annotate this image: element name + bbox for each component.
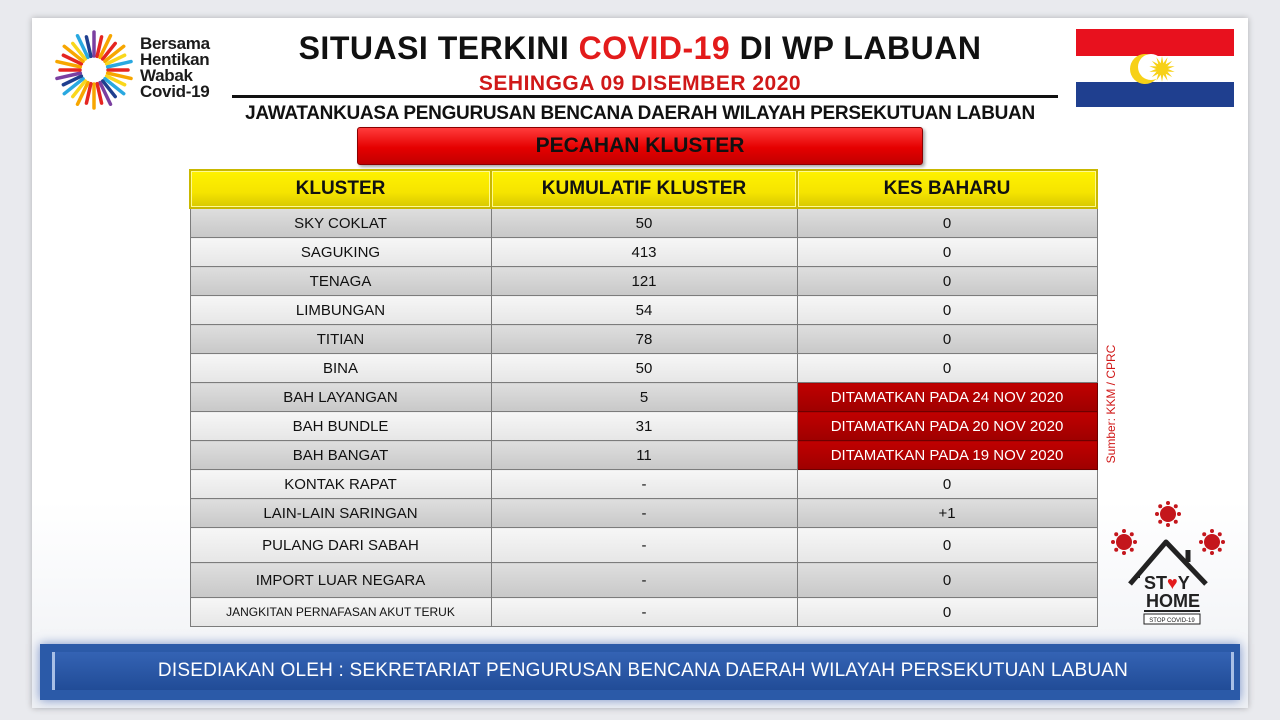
cell-kes-baharu: 0 bbox=[797, 238, 1097, 267]
cell-kumulatif: - bbox=[491, 563, 797, 598]
footer-bar bbox=[40, 644, 1240, 700]
source-note-text: Sumber: KKM / CPRC bbox=[1104, 344, 1118, 464]
stay-text-2: Y bbox=[1177, 573, 1190, 593]
cell-kumulatif: - bbox=[491, 598, 797, 627]
cell-kes-baharu-ended: DITAMATKAN PADA 20 NOV 2020 bbox=[797, 412, 1097, 441]
table-row bbox=[190, 470, 1097, 499]
cluster-table bbox=[189, 169, 1098, 627]
bersama-hentikan-covid-logo bbox=[52, 28, 232, 112]
table-row bbox=[190, 563, 1097, 598]
logo-line-1: Bersama bbox=[140, 34, 210, 53]
cell-kumulatif: 31 bbox=[491, 412, 797, 441]
cell-kes-baharu: 0 bbox=[797, 598, 1097, 627]
cell-kumulatif: 121 bbox=[491, 267, 797, 296]
sunburst-icon bbox=[52, 28, 136, 112]
cell-kumulatif: - bbox=[491, 528, 797, 563]
column-header-kes-baharu: KES BAHARU bbox=[797, 170, 1097, 208]
cell-kluster: BAH BUNDLE bbox=[190, 412, 491, 441]
column-header-kumulatif: KUMULATIF KLUSTER bbox=[491, 170, 797, 208]
cell-kluster: TENAGA bbox=[190, 267, 491, 296]
committee-name: JAWATANKUASA PENGURUSAN BENCANA DAERAH WILAYAH PERSEKUTUAN LABUAN bbox=[245, 103, 1035, 124]
title-highlight: COVID-19 bbox=[578, 30, 731, 66]
title-part-1: SITUASI TERKINI bbox=[298, 30, 579, 66]
table-row bbox=[190, 325, 1097, 354]
cell-kumulatif: 50 bbox=[491, 208, 797, 238]
cell-kluster: SAGUKING bbox=[190, 238, 491, 267]
table-row bbox=[190, 412, 1097, 441]
cell-kes-baharu: 0 bbox=[797, 208, 1097, 238]
cell-kluster: IMPORT LUAR NEGARA bbox=[190, 563, 491, 598]
cell-kes-baharu: 0 bbox=[797, 296, 1097, 325]
cell-kes-baharu-ended: DITAMATKAN PADA 19 NOV 2020 bbox=[797, 441, 1097, 470]
page-subtitle: SEHINGGA 09 DISEMBER 2020 bbox=[478, 72, 802, 95]
cell-kes-baharu-ended: DITAMATKAN PADA 24 NOV 2020 bbox=[797, 383, 1097, 412]
cell-kumulatif: - bbox=[491, 499, 797, 528]
table-row bbox=[190, 528, 1097, 563]
table-row bbox=[190, 354, 1097, 383]
stop-covid-caption: STOP COVID-19 bbox=[1149, 618, 1195, 624]
column-header-kluster: KLUSTER bbox=[190, 170, 491, 208]
cell-kumulatif: 50 bbox=[491, 354, 797, 383]
cell-kumulatif: 11 bbox=[491, 441, 797, 470]
table-row bbox=[190, 267, 1097, 296]
cell-kes-baharu: +1 bbox=[797, 499, 1097, 528]
cell-kluster: LAIN-LAIN SARINGAN bbox=[190, 499, 491, 528]
cell-kumulatif: 78 bbox=[491, 325, 797, 354]
footer-text: DISEDIAKAN OLEH : SEKRETARIAT PENGURUSAN BENCANA DAERAH WILAYAH PERSEKUTUAN LABUAN bbox=[52, 652, 1234, 690]
cell-kumulatif: 413 bbox=[491, 238, 797, 267]
svg-text:ST♥Y: ST♥Y bbox=[1144, 573, 1190, 593]
cell-kluster: TITIAN bbox=[190, 325, 491, 354]
table-row bbox=[190, 499, 1097, 528]
cell-kumulatif: 54 bbox=[491, 296, 797, 325]
table-row bbox=[190, 441, 1097, 470]
table-header-row bbox=[190, 170, 1097, 208]
labuan-flag-icon bbox=[1076, 29, 1234, 107]
cell-kluster: BINA bbox=[190, 354, 491, 383]
logo-text bbox=[140, 36, 210, 100]
source-note bbox=[1102, 346, 1120, 466]
page-title bbox=[240, 30, 1040, 67]
logo-line-2: Hentikan bbox=[140, 50, 210, 69]
logo-line-4: Covid-19 bbox=[140, 82, 210, 101]
cell-kumulatif: 5 bbox=[491, 383, 797, 412]
table-row bbox=[190, 598, 1097, 627]
logo-line-3: Wabak bbox=[140, 66, 193, 85]
cell-kluster: JANGKITAN PERNAFASAN AKUT TERUK bbox=[190, 598, 491, 627]
cell-kumulatif: - bbox=[491, 470, 797, 499]
cell-kes-baharu: 0 bbox=[797, 325, 1097, 354]
cell-kluster: SKY COKLAT bbox=[190, 208, 491, 238]
section-banner: PECAHAN KLUSTER bbox=[357, 127, 923, 165]
cell-kes-baharu: 0 bbox=[797, 563, 1097, 598]
cell-kes-baharu: 0 bbox=[797, 528, 1097, 563]
table-row bbox=[190, 383, 1097, 412]
home-text: HOME bbox=[1146, 591, 1200, 611]
table-row bbox=[190, 208, 1097, 238]
stay-text-1: ST bbox=[1144, 573, 1168, 593]
header-divider bbox=[232, 95, 1058, 98]
cell-kluster: BAH BANGAT bbox=[190, 441, 491, 470]
cell-kes-baharu: 0 bbox=[797, 354, 1097, 383]
cell-kluster: BAH LAYANGAN bbox=[190, 383, 491, 412]
cell-kes-baharu: 0 bbox=[797, 267, 1097, 296]
table-row bbox=[190, 296, 1097, 325]
cell-kluster: LIMBUNGAN bbox=[190, 296, 491, 325]
cell-kes-baharu: 0 bbox=[797, 470, 1097, 499]
title-part-2: DI WP LABUAN bbox=[730, 30, 982, 66]
cell-kluster: PULANG DARI SABAH bbox=[190, 528, 491, 563]
cell-kluster: KONTAK RAPAT bbox=[190, 470, 491, 499]
stay-home-icon bbox=[1108, 498, 1226, 628]
table-row bbox=[190, 238, 1097, 267]
